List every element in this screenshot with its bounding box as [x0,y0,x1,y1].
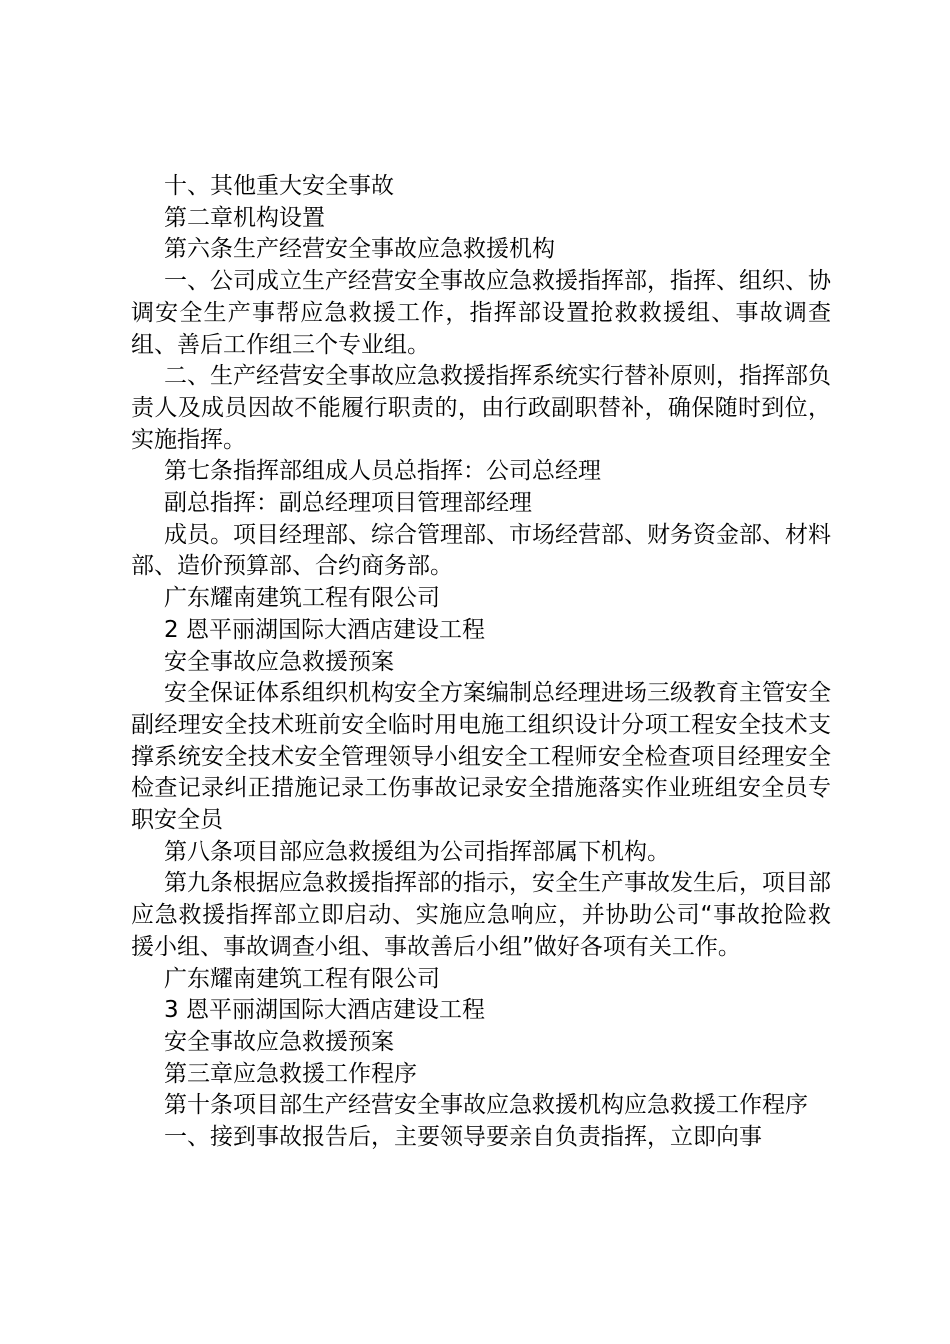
paragraph-other-major-accidents: 十、其他重大安全事故 [164,173,394,199]
article-6-heading: 第六条生产经营安全事故应急救援机构 [164,236,555,263]
chapter-heading-procedure: 第三章应急救援工作程序 [164,1060,417,1087]
paragraph-members: 成员。项目经理部、综合管理部、市场经营部、财务资金部、材料部、造价预算部、合约商务部。 [131,521,831,580]
page-header-project-2: 3 恩平丽湖国际大酒店建设工程 [164,997,485,1024]
page-header-project: 2 恩平丽湖国际大酒店建设工程 [164,616,485,643]
article-8: 第八条项目部应急救援组为公司指挥部属下机构。 [164,838,670,865]
article-10: 第十条项目部生产经营安全事故应急救援机构应急救援工作程序 [164,1092,808,1119]
page-header-plan-title-2: 安全事故应急救援预案 [164,1028,394,1055]
paragraph-safety-system-chart-text: 安全保证体系组织机构安全方案编制总经理进场三级教育主管安全副经理安全技术班前安全临时用电施工组织设计分项工程安全技术支撑系统安全技术安全管理领导小组安全工程师安全检查项目经理安全检查记录纠正措施记录工伤事故记录安全措施落实作业班组安全员专职安全员 [131,680,831,834]
paragraph-deputy-commander: 副总指挥：副总经理项目管理部经理 [164,490,532,517]
page-header-plan-title: 安全事故应急救援预案 [164,648,394,675]
paragraph-accident-report: 一、接到事故报告后，主要领导要亲自负责指挥，立即向事 [164,1124,762,1151]
article-7-commander: 第七条指挥部组成人员总指挥：公司总经理 [164,458,601,485]
chapter-heading-organization: 第二章机构设置 [164,204,325,231]
article-9: 第九条根据应急救援指挥部的指示，安全生产事故发生后，项目部应急救援指挥部立即启动、实施应急响应，并协助公司“事故抢险救援小组、事故调查小组、事故善后小组”做好各项有关工作。 [131,870,831,960]
paragraph-command-setup: 一、公司成立生产经营安全事故应急救援指挥部，指挥、组织、协调安全生产事帮应急救援工作，指挥部设置抢救救援组、事故调查组、善后工作组三个专业组。 [131,268,831,358]
document-body [131,171,831,1154]
paragraph-substitution-principle: 二、生产经营安全事故应急救援指挥系统实行替补原则，指挥部负责人及成员因故不能履行职责的，由行政副职替补，确保随时到位，实施指挥。 [131,363,831,453]
page-header-company: 广东耀南建筑工程有限公司 [164,585,440,612]
page-header-company-2: 广东耀南建筑工程有限公司 [164,965,440,992]
